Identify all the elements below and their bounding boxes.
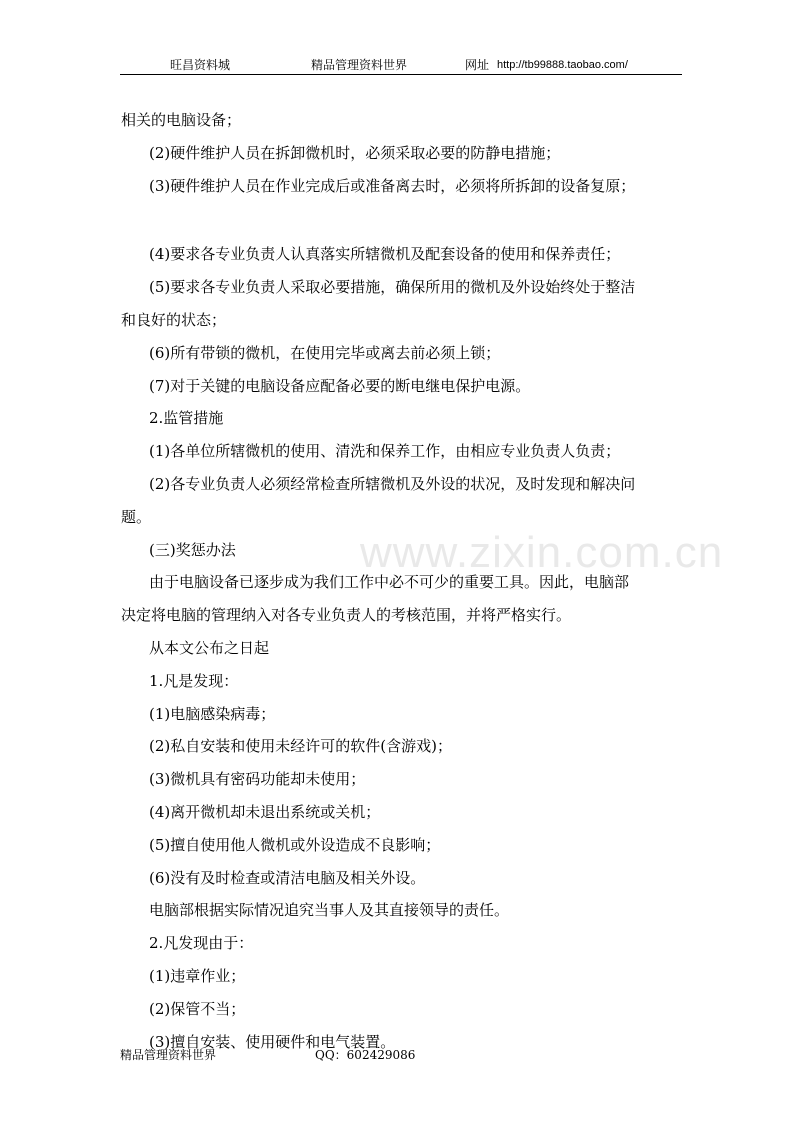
footer-qq: QQ：602429086 xyxy=(315,1048,416,1062)
paragraph-line: (1)电脑感染病毒； xyxy=(149,704,276,723)
paragraph-line: (2)硬件维护人员在拆卸微机时，必须采取必要的防静电措施； xyxy=(149,143,561,162)
paragraph-line: (1)违章作业； xyxy=(149,966,246,985)
paragraph-line: 和良好的状态； xyxy=(121,310,227,329)
blank-gap xyxy=(121,202,683,238)
paragraph-line: (4)要求各专业负责人认真落实所辖微机及配套设备的使用和保养责任； xyxy=(149,245,621,264)
page-header xyxy=(120,56,682,74)
paragraph-line: 电脑部根据实际情况追究当事人及其直接领导的责任。 xyxy=(149,901,510,920)
header-url[interactable]: http://tb99888.taobao.com/ xyxy=(497,59,628,71)
paragraph-line: 题。 xyxy=(121,507,152,526)
paragraph-line: 决定将电脑的管理纳入对各专业负责人的考核范围，并将严格实行。 xyxy=(121,606,572,625)
paragraph-line: (7)对于关键的电脑设备应配备必要的断电继电保护电源。 xyxy=(149,376,531,395)
watermark: www.zixin.com.cn xyxy=(360,528,724,577)
paragraph-line: (3)擅自安装、使用硬件和电气装置。 xyxy=(149,1032,396,1051)
paragraph-line: (5)要求各专业负责人采取必要措施，确保所用的微机及外设始终处于整洁 xyxy=(149,278,636,297)
paragraph-line: (6)没有及时检查或清洁电脑及相关外设。 xyxy=(149,868,426,887)
section-heading: 2.凡发现由于： xyxy=(149,934,254,953)
header-middle-text: 精品管理资料世界 xyxy=(311,58,408,72)
section-heading: 2.监管措施 xyxy=(149,409,224,428)
paragraph-line: 从本文公布之日起 xyxy=(149,638,270,657)
section-heading: (三)奖惩办法 xyxy=(149,540,236,559)
paragraph-line: (2)私自安装和使用未经许可的软件(含游戏)； xyxy=(149,737,452,756)
paragraph-line: (5)擅自使用他人微机或外设造成不良影响； xyxy=(149,835,441,854)
paragraph-line: (6)所有带锁的微机，在使用完毕或离去前必须上锁； xyxy=(149,343,501,362)
section-heading: 1.凡是发现： xyxy=(149,671,239,690)
header-left-text: 旺昌资料城 xyxy=(170,58,231,72)
paragraph-line: (4)离开微机却未退出系统或关机； xyxy=(149,802,381,821)
paragraph-line: (3)硬件维护人员在作业完成后或准备离去时，必须将所拆卸的设备复原； xyxy=(149,176,636,195)
footer-left-text: 精品管理资料世界 xyxy=(120,1048,217,1062)
paragraph-line: 由于电脑设备已逐步成为我们工作中必不可少的重要工具。因此，电脑部 xyxy=(149,573,630,592)
paragraph-line: (2)各专业负责人必须经常检查所辖微机及外设的状况，及时发现和解决问 xyxy=(149,474,636,493)
document-body xyxy=(121,104,683,1058)
header-divider xyxy=(120,74,682,75)
paragraph-line: (2)保管不当； xyxy=(149,999,246,1018)
paragraph-line: 相关的电脑设备； xyxy=(121,111,242,129)
paragraph-line: (1)各单位所辖微机的使用、清洗和保养工作，由相应专业负责人负责； xyxy=(149,442,621,461)
paragraph-line: (3)微机具有密码功能却未使用； xyxy=(149,770,366,789)
header-url-label: 网址 xyxy=(465,58,490,72)
